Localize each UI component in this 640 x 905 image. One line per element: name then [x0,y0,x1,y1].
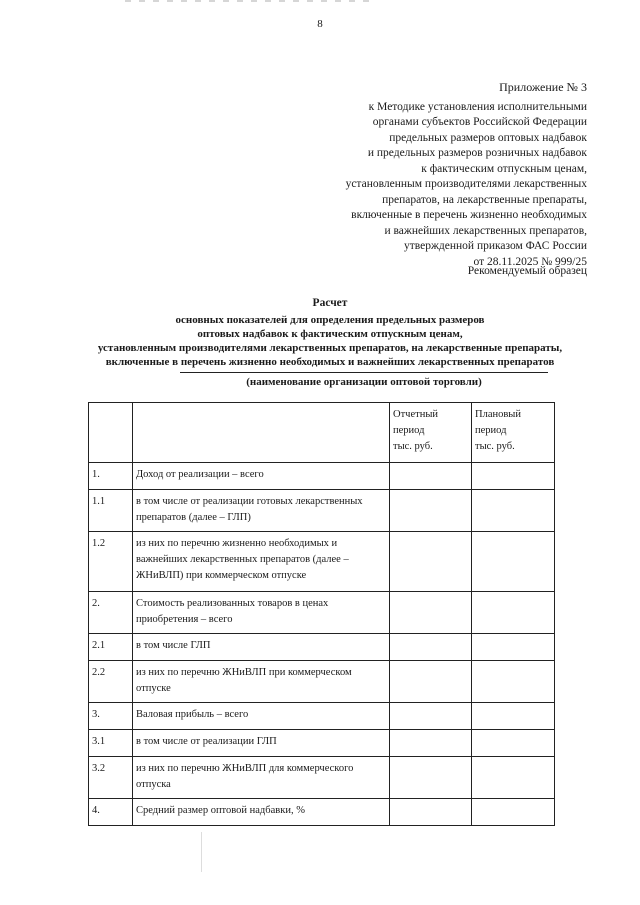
row-name: в том числе от реализации ГЛП [133,730,390,757]
row-num: 2.2 [89,661,133,703]
row-num: 4. [89,799,133,826]
appendix-line: к Методике установления исполнительными [368,100,587,113]
row-reported-value[interactable] [390,490,472,532]
table-row [89,463,555,490]
row-planned-value[interactable] [472,490,555,532]
table-row [89,532,555,592]
appendix-line: препаратов, на лекарственные препараты, [382,193,587,206]
row-name: из них по перечню ЖНиВЛП при коммерческом отпуске [133,661,390,703]
row-num: 1.1 [89,490,133,532]
row-num: 3.1 [89,730,133,757]
appendix-line: и предельных размеров розничных надбавок [367,147,587,159]
row-reported-value[interactable] [390,730,472,757]
row-name: Доход от реализации – всего [133,463,390,490]
table-row [89,799,555,826]
row-num: 2.1 [89,634,133,661]
header-num-cell [89,403,133,463]
table-header-row [89,403,555,463]
table-row [89,634,555,661]
heading-line: включенные в перечень жизненно необходимых и важнейших лекарственных препаратов [105,356,555,368]
appendix-line: и важнейших лекарственных препаратов, [384,224,587,237]
row-planned-value[interactable] [472,592,555,634]
row-reported-value[interactable] [390,799,472,826]
table-row [89,757,555,799]
row-num: 2. [89,592,133,634]
appendix-line: к фактическим отпускным ценам, [421,162,587,175]
row-reported-value[interactable] [390,703,472,730]
heading-line: установленным производителями лекарственных препаратов, на лекарственные препараты, [97,342,563,354]
page-number: 8 [317,18,323,30]
row-num: 1.2 [89,532,133,592]
row-num: 3.2 [89,757,133,799]
appendix-line: установленным производителями лекарственных [345,178,587,190]
heading-title: Расчет [312,297,348,309]
row-name: из них по перечню ЖНиВЛП для коммерческого отпуска [133,757,390,799]
heading-line: основных показателей для определения предельных размеров [175,314,485,326]
row-num: 3. [89,703,133,730]
row-name: в том числе от реализации готовых лекарственных препаратов (далее – ГЛП) [133,490,390,532]
row-reported-value[interactable] [390,757,472,799]
table-row [89,703,555,730]
org-name-caption: (наименование организации оптовой торговли) [246,376,482,388]
row-reported-value[interactable] [390,532,472,592]
row-name: Валовая прибыль – всего [133,703,390,730]
header-reported-period: Отчетный период тыс. руб. [390,403,472,463]
sample-label: Рекомендуемый образец [467,265,587,277]
table-row [89,490,555,532]
appendix-line: утвержденной приказом ФАС России [403,240,587,252]
row-name: в том числе ГЛП [133,634,390,661]
appendix-line: предельных размеров оптовых надбавок [389,131,587,144]
row-name: из них по перечню жизненно необходимых и важнейших лекарственных препаратов (далее – ЖНиВЛП) при коммерческом отпуске [133,532,390,592]
appendix-title: Приложение № 3 [499,80,587,94]
row-planned-value[interactable] [472,661,555,703]
row-name: Средний размер оптовой надбавки, % [133,799,390,826]
table-row [89,661,555,703]
scan-artifact-line [201,832,202,872]
row-planned-value[interactable] [472,730,555,757]
row-planned-value[interactable] [472,532,555,592]
appendix-block [257,80,587,270]
header-planned-period: Плановый период тыс. руб. [472,403,555,463]
scan-artifact [125,0,375,2]
indicators-table [88,402,555,826]
table-row [89,730,555,757]
table-row [89,592,555,634]
appendix-line: включенные в перечень жизненно необходимых [351,209,587,221]
heading-line: оптовых надбавок к фактическим отпускным ценам, [197,328,463,340]
appendix-line: органами субъектов Российской Федерации [372,116,587,128]
org-name-underline [180,372,548,373]
row-planned-value[interactable] [472,799,555,826]
row-reported-value[interactable] [390,463,472,490]
row-reported-value[interactable] [390,592,472,634]
row-planned-value[interactable] [472,463,555,490]
header-name-cell [133,403,390,463]
document-heading [60,296,600,369]
appendix-line: от 28.11.2025 № 999/25 [473,255,587,268]
row-reported-value[interactable] [390,661,472,703]
row-planned-value[interactable] [472,757,555,799]
row-reported-value[interactable] [390,634,472,661]
row-planned-value[interactable] [472,703,555,730]
row-planned-value[interactable] [472,634,555,661]
row-name: Стоимость реализованных товаров в ценах приобретения – всего [133,592,390,634]
row-num: 1. [89,463,133,490]
